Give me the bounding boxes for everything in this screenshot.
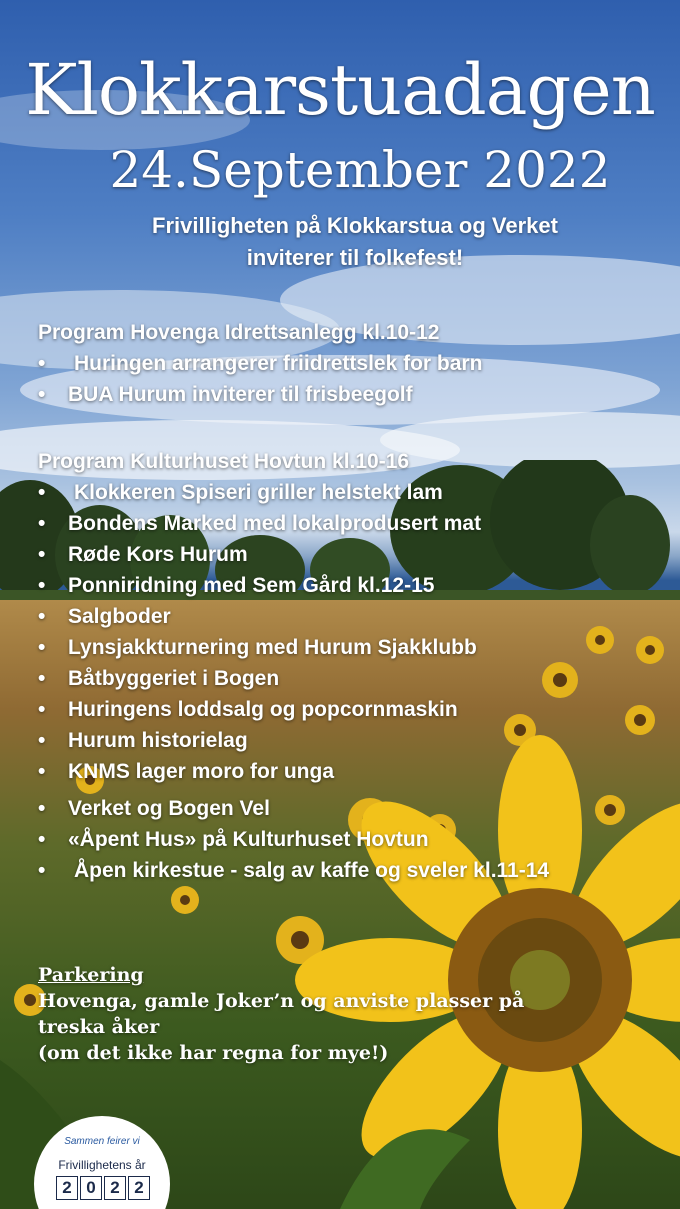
list-item: • Huringens loddsalg og popcornmaskin [38,694,678,725]
bullet: • [38,797,46,820]
bullet: • [38,605,46,628]
bullet: • [38,760,46,783]
program-hovenga [38,317,678,410]
list-item: • Verket og Bogen Vel [38,793,678,824]
list-item: • Lynsjakkturnering med Hurum Sjakklubb [38,632,678,663]
list-item: • Hurum historielag [38,725,678,756]
bullet: • [38,859,46,882]
bullet: • [38,636,46,659]
badge-digit: 0 [80,1176,102,1200]
list-item: • Ponniridning med Sem Gård kl.12-15 [38,570,678,601]
event-date: 24.September 2022 [109,141,611,199]
badge-year [56,1176,150,1200]
bullet: • [38,828,46,851]
bullet: • [38,481,46,504]
bullet: • [38,512,46,535]
bullet: • [38,698,46,721]
list-item: • Bondens Marked med lokalprodusert mat [38,508,678,539]
invitation-line-2: inviterer til folkefest! [246,245,464,270]
list-item: • Klokkeren Spiseri griller helstekt lam [38,477,678,508]
program-hovenga-heading: Program Hovenga Idrettsanlegg kl.10-12 [38,321,440,344]
bullet: • [38,383,46,406]
parking-line-3: (om det ikke har regna for mye!) [38,1042,389,1064]
bullet: • [38,574,46,597]
list-item: • Salgboder [38,601,678,632]
badge-digit: 2 [128,1176,150,1200]
badge-digit: 2 [104,1176,126,1200]
bullet: • [38,543,46,566]
invitation-line-1: Frivilligheten på Klokkarstua og Verket [152,213,558,238]
list-item: • Røde Kors Hurum [38,539,678,570]
list-item: • Båtbyggeriet i Bogen [38,663,678,694]
event-title: Klokkarstuadagen [25,49,655,131]
parking-line-1: Hovenga, gamle Joker’n og anviste plasser på [38,990,525,1012]
list-item: • «Åpent Hus» på Kulturhuset Hovtun [38,824,678,855]
program-hovtun [38,446,678,886]
bullet: • [38,667,46,690]
badge-digit: 2 [56,1176,78,1200]
list-item: • BUA Hurum inviterer til frisbeegolf [38,379,678,410]
invitation-text [0,210,680,274]
program-hovtun-heading: Program Kulturhuset Hovtun kl.10-16 [38,450,410,473]
list-item: • Åpen kirkestue - salg av kaffe og sveler kl.11-14 [38,855,678,886]
list-item: • KNMS lager moro for unga [38,756,678,787]
badge-tagline: Sammen feirer vi [64,1136,140,1147]
parking-heading: Parkering [38,964,144,986]
parking-line-2: treska åker [38,1016,160,1038]
badge-name: Frivillighetens år [58,1158,146,1172]
bullet: • [38,352,46,375]
parking-info [38,962,668,1066]
bullet: • [38,729,46,752]
list-item: • Huringen arrangerer friidrettslek for barn [38,348,678,379]
